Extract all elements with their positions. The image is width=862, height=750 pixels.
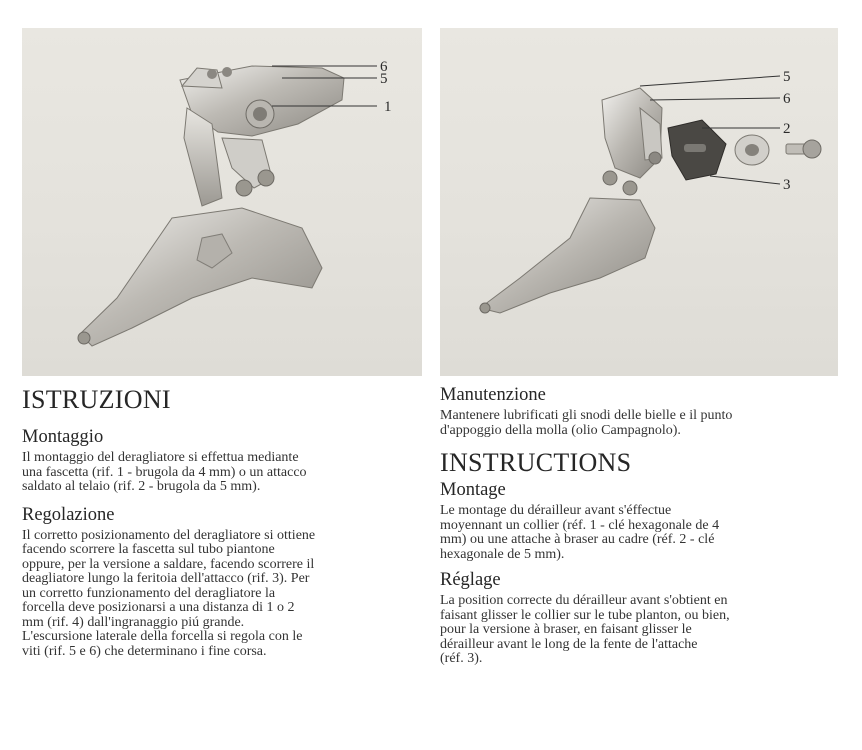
regolazione-line: oppure, per la versione a saldare, facendo scorrere il xyxy=(22,556,315,572)
reglage-line: dérailleur avant le long de la fente de l'attache xyxy=(440,636,698,652)
regolazione-line: facendo scorrere la fascetta sul tubo piantone xyxy=(22,542,275,557)
reglage-line: La position correcte du dérailleur avant s'obtient en xyxy=(440,593,728,608)
title-istruzioni: ISTRUZIONI xyxy=(22,385,171,414)
heading-manutenzione: Manutenzione xyxy=(440,385,546,405)
italian-instructions-column xyxy=(22,385,422,659)
title-instructions: INSTRUCTIONS xyxy=(440,448,632,477)
french-instructions-column xyxy=(440,385,850,667)
photo-derailleur-braze-on xyxy=(440,28,838,376)
photo-derailleur-clamp xyxy=(22,28,422,376)
reglage-line: pour la versione à braser, en faisant glisser le xyxy=(440,622,692,637)
heading-regolazione: Regolazione xyxy=(22,504,115,525)
regolazione-line: forcella deve posizionarsi a una distanza di 1 o 2 xyxy=(22,600,295,615)
derailleur-clamp-illustration xyxy=(22,28,422,376)
heading-reglage: Réglage xyxy=(440,570,501,590)
montaggio-line: una fascetta (rif. 1 - brugola da 4 mm) o un attacco xyxy=(22,464,307,480)
manutenzione-line: Mantenere lubrificati gli snodi delle bielle e il punto xyxy=(440,408,733,423)
montage-line: moyennant un collier (réf. 1 - clé hexagonale de 4 xyxy=(440,517,720,533)
montaggio-line: saldato al telaio (rif. 2 - brugola da 5 mm). xyxy=(22,479,261,494)
regolazione-line: L'escursione laterale della forcella si regola con le xyxy=(22,629,303,644)
montaggio-line: Il montaggio del deragliatore si effettua mediante xyxy=(22,450,299,465)
reglage-line: faisant glisser le collier sur le tube planton, ou bien, xyxy=(440,607,730,623)
callout-6: 6 xyxy=(783,91,791,107)
heading-montage: Montage xyxy=(440,480,506,500)
manutenzione-line: d'appoggio della molla (olio Campagnolo). xyxy=(440,422,681,438)
derailleur-braze-on-illustration xyxy=(440,28,838,376)
regolazione-line: deagliatore lungo la feritoia dell'attacco (rif. 3). Per xyxy=(22,571,310,586)
regolazione-line: viti (rif. 5 e 6) che determinano i fine corsa. xyxy=(22,643,267,659)
heading-montaggio: Montaggio xyxy=(22,427,104,447)
callout-2: 2 xyxy=(783,121,791,137)
callout-6: 6 xyxy=(380,59,388,75)
callout-1: 1 xyxy=(384,99,392,115)
regolazione-line: Il corretto posizionamento del deragliatore si ottiene xyxy=(22,527,316,543)
montage-line: Le montage du dérailleur avant s'éffectue xyxy=(440,503,672,518)
callout-5: 5 xyxy=(380,71,388,87)
regolazione-line: un corretto funzionamento del deragliatore la xyxy=(22,585,276,601)
callout-5: 5 xyxy=(783,69,791,85)
callout-3: 3 xyxy=(783,177,791,193)
reglage-line: (réf. 3). xyxy=(440,651,483,666)
regolazione-line: mm (rif. 4) dall'ingranaggio piú grande. xyxy=(22,614,245,630)
montage-line: hexagonale de 5 mm). xyxy=(440,546,565,562)
montage-line: mm) ou une attache à braser au cadre (réf. 2 - clé xyxy=(440,532,715,547)
